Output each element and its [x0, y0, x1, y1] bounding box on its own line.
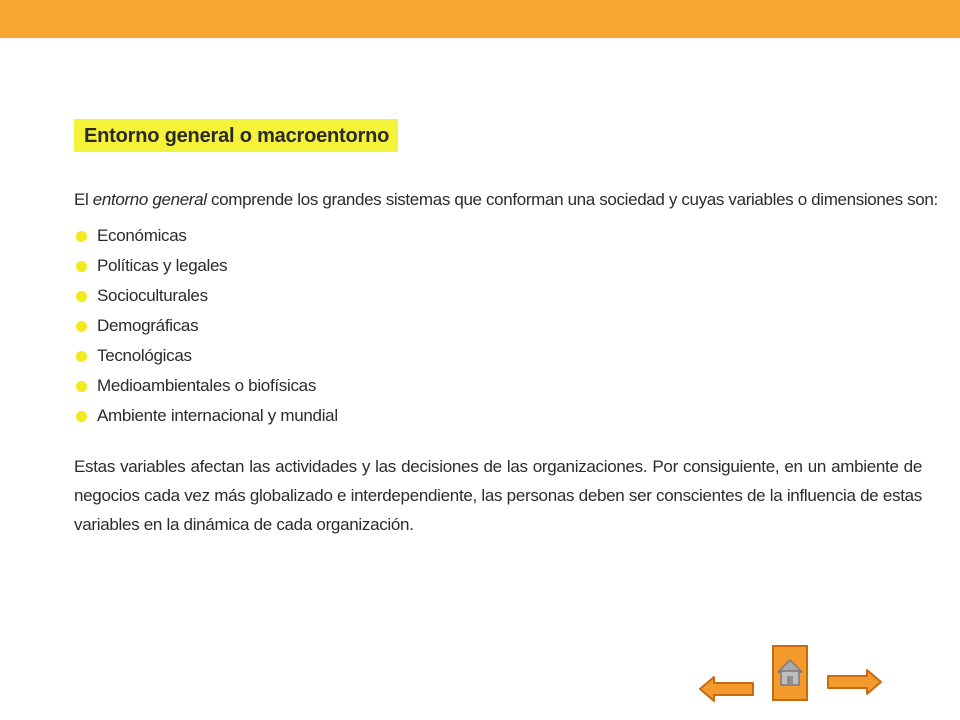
bullet-icon [76, 411, 87, 422]
bullet-icon [76, 261, 87, 272]
list-item-label: Políticas y legales [97, 256, 228, 275]
home-button[interactable] [772, 645, 808, 701]
list-item-label: Socioculturales [97, 286, 208, 305]
list-item [74, 312, 338, 342]
body-paragraph: Estas variables afectan las actividades y las decisiones de las organizaciones. Por consiguiente, en un ambiente de negocios cada vez más globalizado e interdependiente, las personas deben ser conscientes de la influencia de estas variables en la dinámica de cada organización. [74, 457, 922, 534]
list-item [74, 252, 338, 282]
top-accent-bar [0, 0, 960, 38]
next-button[interactable] [825, 667, 883, 697]
back-button[interactable] [698, 674, 756, 704]
arrow-right-icon [825, 667, 883, 697]
list-item [74, 282, 338, 312]
bullet-icon [76, 291, 87, 302]
bullet-icon [76, 351, 87, 362]
arrow-left-icon [698, 674, 756, 704]
list-item [74, 222, 338, 252]
bullet-icon [76, 321, 87, 332]
list-item [74, 402, 338, 432]
intro-prefix: El [74, 190, 93, 209]
intro-text [74, 188, 938, 212]
intro-suffix: comprende los grandes sistemas que conforman una sociedad y cuyas variables o dimensiones son: [206, 190, 938, 209]
intro-emphasis: entorno general [92, 190, 207, 209]
list-item [74, 372, 338, 402]
dimensions-list [74, 222, 338, 432]
bullet-icon [76, 381, 87, 392]
list-item [74, 342, 338, 372]
list-item-label: Tecnológicas [97, 346, 192, 365]
home-icon [772, 645, 808, 701]
list-item-label: Económicas [97, 226, 187, 245]
section-heading: Entorno general o macroentorno [74, 119, 398, 152]
list-item-label: Demográficas [97, 316, 199, 335]
list-item-label: Medioambientales o biofísicas [97, 376, 317, 395]
bullet-icon [76, 231, 87, 242]
list-item-label: Ambiente internacional y mundial [97, 406, 338, 425]
